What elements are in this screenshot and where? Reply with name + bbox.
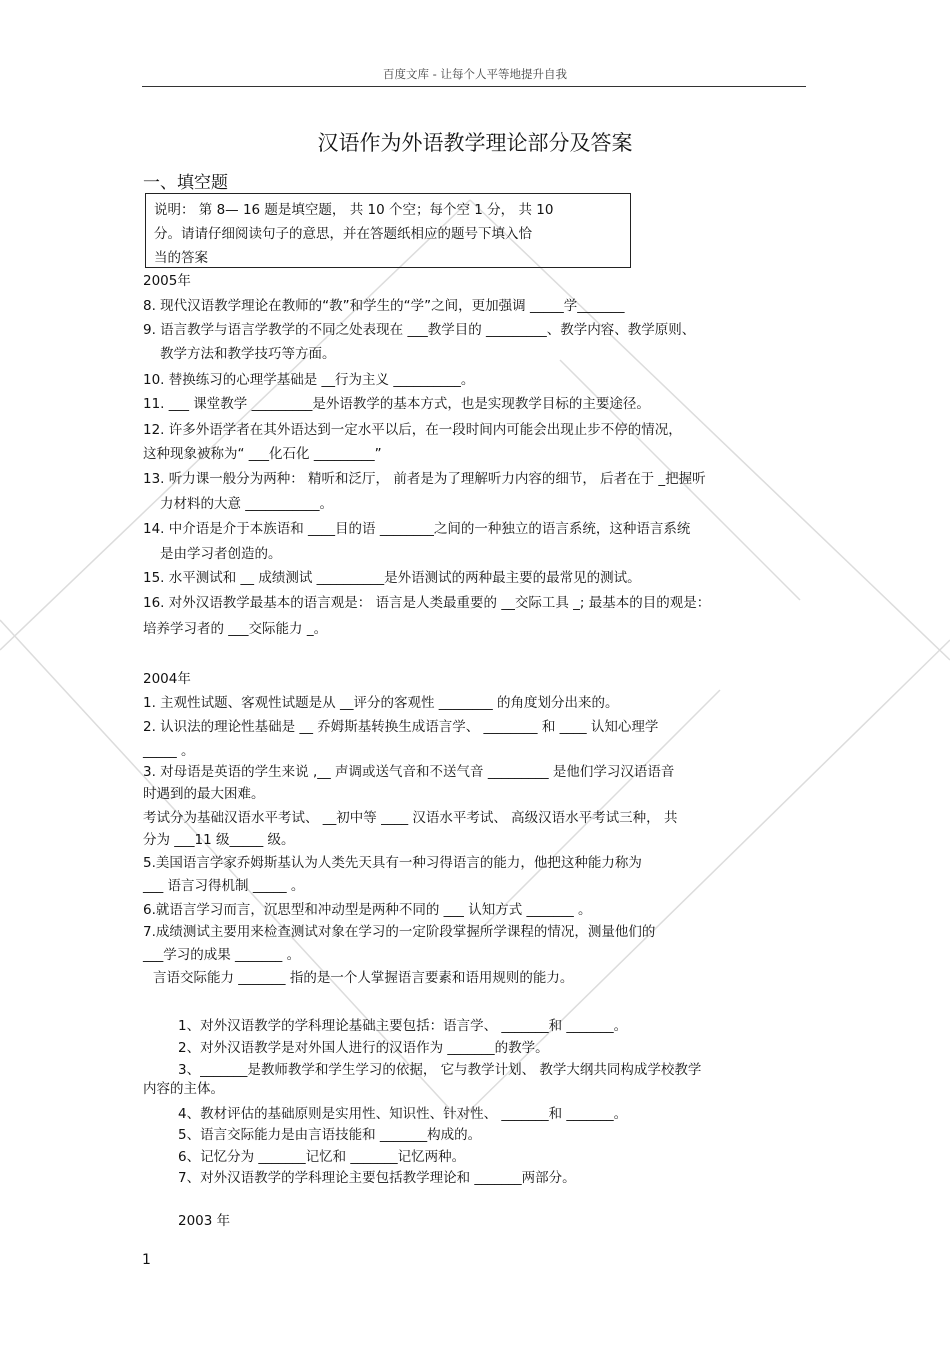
page-number: 1	[142, 1252, 151, 1268]
question-line: 11. ___ 课堂教学 _________是外语教学的基本方式，也是实现教学目标的主要途径。	[143, 396, 650, 412]
year-heading-2003: 2003 年	[178, 1213, 231, 1229]
question-line: 力材料的大意 ___________。	[160, 496, 334, 512]
question-line: 7.成绩测试主要用来检查测试对象在学习的一定阶段掌握所学课程的情况，测量他们的	[143, 924, 656, 940]
question-line: 13. 听力课一般分为两种： 精听和泛厅， 前者是为了理解听力内容的细节， 后者在于 _把握听	[143, 471, 706, 487]
question-line: 3. 对母语是英语的学生来说 ,__ 声调或送气音和不送气音 _________ 是他们学习汉语语音	[143, 764, 675, 780]
instruction-line: 当的答案	[154, 250, 208, 266]
question-line: 3、_______是教师教学和学生学习的依据， 它与教学计划、 教学大纲共同构成学校教学	[178, 1062, 702, 1078]
document-title: 汉语作为外语教学理论部分及答案	[317, 131, 633, 155]
page-header: 百度文库 - 让每个人平等地提升自我	[383, 67, 567, 81]
year-heading-2004: 2004年	[143, 671, 191, 687]
question-line: 2. 认识法的理论性基础是 __ 乔姆斯基转换生成语言学、 ________ 和 ____ 认知心理学	[143, 719, 659, 735]
question-line: 时遇到的最大困难。	[143, 786, 265, 802]
instruction-box	[145, 193, 631, 268]
question-line: 9. 语言教学与语言学教学的不同之处表现在 ___教学目的 _________、教学内容、教学原则、	[143, 322, 696, 338]
question-line: 7、对外汉语教学的学科理论主要包括教学理论和 _______两部分。	[178, 1170, 576, 1186]
question-line: 8. 现代汉语教学理论在教师的“教”和学生的“学”之间，更加强调 _____学_______	[143, 298, 625, 314]
question-line: 1、对外汉语教学的学科理论基础主要包括：语言学、 _______和 _______。	[178, 1018, 628, 1034]
question-line: 内容的主体。	[143, 1081, 224, 1097]
year-heading-2005: 2005年	[143, 273, 191, 289]
header-rule	[142, 86, 806, 87]
question-line: ___学习的成果 _______ 。	[143, 947, 301, 963]
question-line: 是由学习者创造的。	[160, 546, 282, 562]
instruction-line: 说明： 第 8— 16 题是填空题， 共 10 个空；每个空 1 分， 共 10	[154, 202, 554, 218]
question-line: 言语交际能力 _______ 指的是一个人掌握语言要素和语用规则的能力。	[153, 970, 574, 986]
question-line: 分为 ___11 级_____ 级。	[143, 832, 295, 848]
section-heading: 一、填空题	[143, 173, 228, 193]
question-line: 1. 主观性试题、客观性试题是从 __评分的客观性 ________ 的角度划分出来的。	[143, 695, 619, 711]
question-line: 12. 许多外语学者在其外语达到一定水平以后，在一段时间内可能会出现止步不停的情况，	[143, 422, 682, 438]
question-line: 14. 中介语是介于本族语和 ____目的语 ________之间的一种独立的语言系统，这种语言系统	[143, 521, 691, 537]
question-line: ___ 语言习得机制 _____ 。	[143, 878, 305, 894]
question-line: 教学方法和教学技巧等方面。	[160, 346, 336, 362]
question-line: 5、语言交际能力是由言语技能和 _______构成的。	[178, 1127, 482, 1143]
question-line: 10. 替换练习的心理学基础是 __行为主义 __________。	[143, 372, 475, 388]
question-line: 5.美国语言学家乔姆斯基认为人类先天具有一种习得语言的能力，他把这种能力称为	[143, 855, 642, 871]
question-line: 这种现象被称为“ ___化石化 _________”	[143, 446, 382, 462]
question-line: 4、教材评估的基础原则是实用性、知识性、针对性、 _______和 _______。	[178, 1106, 628, 1122]
question-line: 6、记忆分为 _______记忆和 _______记忆两种。	[178, 1149, 466, 1165]
instruction-line: 分。请请仔细阅读句子的意思，并在答题纸相应的题号下填入恰	[154, 226, 532, 242]
question-line: 15. 水平测试和 __ 成绩测试 __________是外语测试的两种最主要的最常见的测试。	[143, 570, 641, 586]
question-line: 培养学习者的 ___交际能力 _。	[143, 621, 328, 637]
question-line: 16. 对外汉语教学最基本的语言观是： 语言是人类最重要的 __交际工具 _; 最基本的目的观是：	[143, 595, 711, 611]
question-line: 考试分为基础汉语水平考试、 __初中等 ____ 汉语水平考试、 高级汉语水平考试三种， 共	[143, 810, 678, 826]
question-line: _____ 。	[143, 743, 195, 759]
question-line: 2、对外汉语教学是对外国人进行的汉语作为 _______的教学。	[178, 1040, 549, 1056]
question-line: 6.就语言学习而言，沉思型和冲动型是两种不同的 ___ 认知方式 _______ 。	[143, 902, 592, 918]
